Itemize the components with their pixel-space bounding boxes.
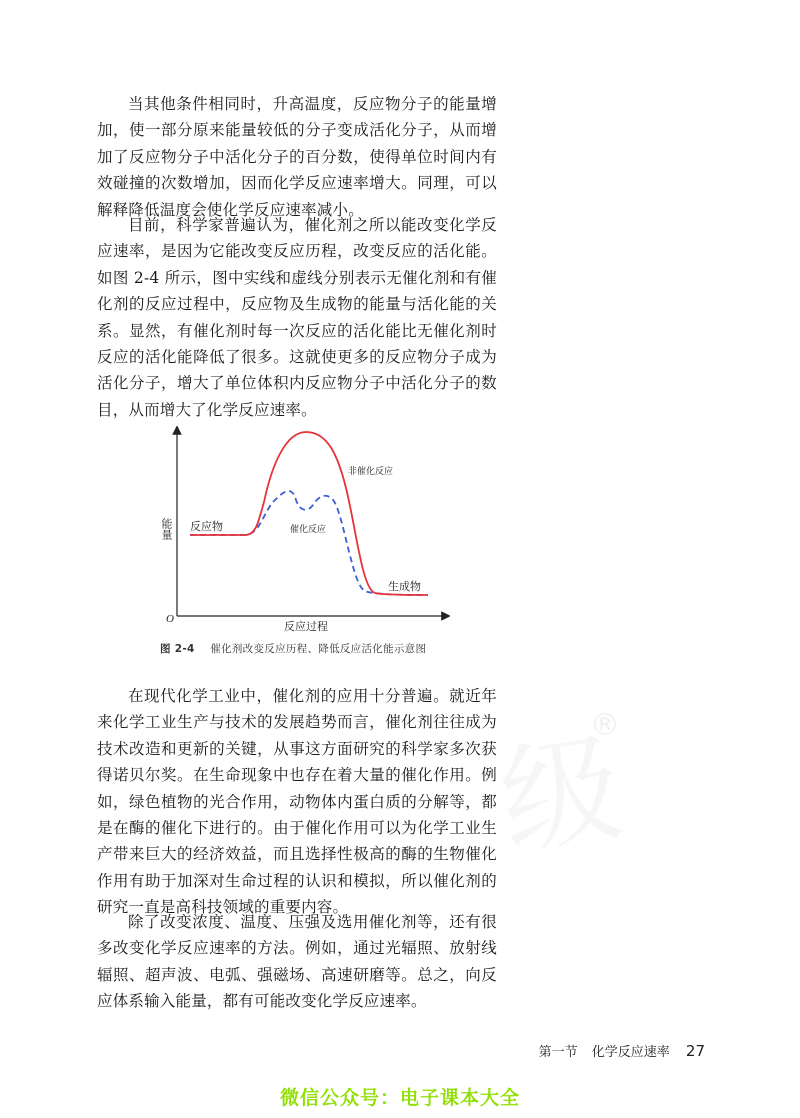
paragraph-catalyst-industry: 在现代化学工业中，催化剂的应用十分普遍。就近年来化学工业生产与技术的发展趋势而言，催化剂往往成为技术改造和更新的关键，从事这方面研究的科学家多次获得诺贝尔奖。在生命现象中也存在着大量的催化作用。例如，绿色植物的光合作用，动物体内蛋白质的分解等，都是在酶的催化下进行的。由于催化作用可以为化学工业生产带来巨大的经济效益，而且选择性极高的酶的生物催化作用有助于加深对生命过程的认识和模拟，所以催化剂的研究一直是高科技领域的重要内容。: [97, 687, 497, 917]
uncatalyzed-label: 非催化反应: [348, 466, 394, 476]
catalyzed-label: 催化反应: [290, 524, 327, 534]
ylabel: 能量: [160, 518, 172, 540]
xlabel: 反应过程: [284, 621, 328, 633]
page-footer: [539, 1041, 705, 1060]
paragraph-temperature: 当其他条件相同时，升高温度，反应物分子的能量增加，使一部分原来能量较低的分子变成活化分子，从而增加了反应物分子中活化分子的百分数，使得单位时间内有效碰撞的次数增加，因而化学反应速率增大。同理，可以解释降低温度会使化学反应速率减小。: [97, 95, 497, 219]
uncatalyzed-curve: [190, 432, 428, 595]
figure-number: 图 2-4: [160, 643, 195, 655]
paragraph-catalyst-mechanism: 目前，科学家普遍认为，催化剂之所以能改变化学反应速率，是因为它能改变反应历程，改变反应的活化能。如图 2-4 所示，图中实线和虚线分别表示无催化剂和有催化剂的反应过程中，反应物及生成物的能量与活化能的关系。显然，有催化剂时每一次反应的活化能比无催化剂时反应的活化能降低了很多。这就使更多的反应物分子成为活化分子，增大了单位体积内反应物分子中活化分子的数目，从而增大了化学反应速率。: [97, 216, 497, 419]
catalyzed-curve: [190, 491, 428, 595]
product-label: 生成物: [388, 581, 421, 593]
wechat-banner: 微信公众号：电子课本大全: [279, 1087, 520, 1109]
energy-diagram: [150, 426, 450, 636]
footer-title: 化学反应速率: [591, 1045, 670, 1060]
reactant-label: 反应物: [190, 521, 223, 533]
paragraph-other-methods: 除了改变浓度、温度、压强及选用催化剂等，还有很多改变化学反应速率的方法。例如，通过光辐照、放射线辐照、超声波、电弧、强磁场、高速研磨等。总之，向反应体系输入能量，都有可能改变化学反应速率。: [97, 913, 497, 1011]
footer-section: 第一节: [538, 1045, 578, 1060]
page-number: 27: [685, 1042, 705, 1060]
watermark-registered: ®: [590, 708, 620, 743]
figure-caption-text: 催化剂改变反应历程、降低反应活化能示意图: [210, 643, 427, 655]
figure-caption: [160, 641, 426, 656]
origin-label: O: [166, 613, 174, 625]
